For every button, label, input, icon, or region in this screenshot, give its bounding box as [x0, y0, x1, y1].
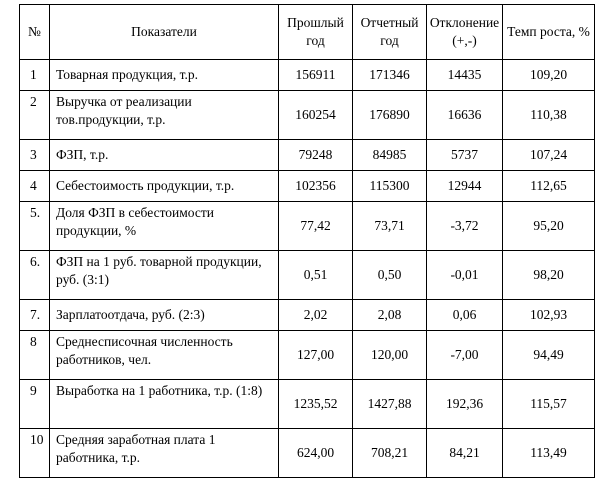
header-previous-year: Прошлый год [279, 5, 353, 60]
previous-year-value: 102356 [279, 171, 353, 202]
previous-year-value: 624,00 [279, 429, 353, 478]
current-year-value: 73,71 [353, 202, 427, 251]
growth-rate-value: 109,20 [503, 60, 595, 91]
deviation-value: -0,01 [427, 251, 503, 300]
header-growth-rate: Темп роста, % [503, 5, 595, 60]
previous-year-value: 79248 [279, 140, 353, 171]
table-row [20, 91, 595, 140]
indicators-table-container [19, 4, 595, 478]
indicator-name: ФЗП на 1 руб. товарной продукции, руб. (3:1) [50, 251, 279, 300]
table-row [20, 251, 595, 300]
header-indicators: Показатели [50, 5, 279, 60]
deviation-value: 16636 [427, 91, 503, 140]
current-year-value: 1427,88 [353, 380, 427, 429]
previous-year-value: 77,42 [279, 202, 353, 251]
previous-year-value: 0,51 [279, 251, 353, 300]
indicator-name: Выручка от реализации тов.продукции, т.р. [50, 91, 279, 140]
table-row [20, 300, 595, 331]
table-row [20, 331, 595, 380]
row-number: 8 [20, 331, 50, 380]
row-number: 1 [20, 60, 50, 91]
growth-rate-value: 107,24 [503, 140, 595, 171]
header-deviation: Отклонение (+,-) [427, 5, 503, 60]
growth-rate-value: 115,57 [503, 380, 595, 429]
deviation-value: 84,21 [427, 429, 503, 478]
header-current-year: Отчетный год [353, 5, 427, 60]
indicator-name: Зарплатоотдача, руб. (2:3) [50, 300, 279, 331]
growth-rate-value: 94,49 [503, 331, 595, 380]
indicator-name: Выработка на 1 работника, т.р. (1:8) [50, 380, 279, 429]
previous-year-value: 1235,52 [279, 380, 353, 429]
current-year-value: 84985 [353, 140, 427, 171]
table-row [20, 140, 595, 171]
indicator-name: Средняя заработная плата 1 работника, т.р. [50, 429, 279, 478]
row-number: 7. [20, 300, 50, 331]
row-number: 6. [20, 251, 50, 300]
current-year-value: 120,00 [353, 331, 427, 380]
deviation-value: 14435 [427, 60, 503, 91]
current-year-value: 0,50 [353, 251, 427, 300]
deviation-value: 192,36 [427, 380, 503, 429]
growth-rate-value: 112,65 [503, 171, 595, 202]
growth-rate-value: 113,49 [503, 429, 595, 478]
deviation-value: 5737 [427, 140, 503, 171]
deviation-value: -7,00 [427, 331, 503, 380]
previous-year-value: 156911 [279, 60, 353, 91]
previous-year-value: 2,02 [279, 300, 353, 331]
table-row [20, 429, 595, 478]
indicator-name: Доля ФЗП в себестоимости продукции, % [50, 202, 279, 251]
previous-year-value: 160254 [279, 91, 353, 140]
table-row [20, 380, 595, 429]
growth-rate-value: 110,38 [503, 91, 595, 140]
indicator-name: Себестоимость продукции, т.р. [50, 171, 279, 202]
row-number: 10 [20, 429, 50, 478]
indicator-name: Товарная продукция, т.р. [50, 60, 279, 91]
current-year-value: 176890 [353, 91, 427, 140]
row-number: 9 [20, 380, 50, 429]
previous-year-value: 127,00 [279, 331, 353, 380]
row-number: 4 [20, 171, 50, 202]
current-year-value: 171346 [353, 60, 427, 91]
current-year-value: 2,08 [353, 300, 427, 331]
row-number: 3 [20, 140, 50, 171]
indicator-name: Среднесписочная численность работников, чел. [50, 331, 279, 380]
deviation-value: -3,72 [427, 202, 503, 251]
deviation-value: 12944 [427, 171, 503, 202]
table-row [20, 60, 595, 91]
header-number: № [20, 5, 50, 60]
table-row [20, 202, 595, 251]
growth-rate-value: 102,93 [503, 300, 595, 331]
indicator-name: ФЗП, т.р. [50, 140, 279, 171]
table-header-row [20, 5, 595, 60]
growth-rate-value: 98,20 [503, 251, 595, 300]
indicators-table [19, 4, 595, 478]
row-number: 2 [20, 91, 50, 140]
growth-rate-value: 95,20 [503, 202, 595, 251]
current-year-value: 115300 [353, 171, 427, 202]
table-row [20, 171, 595, 202]
deviation-value: 0,06 [427, 300, 503, 331]
current-year-value: 708,21 [353, 429, 427, 478]
row-number: 5. [20, 202, 50, 251]
